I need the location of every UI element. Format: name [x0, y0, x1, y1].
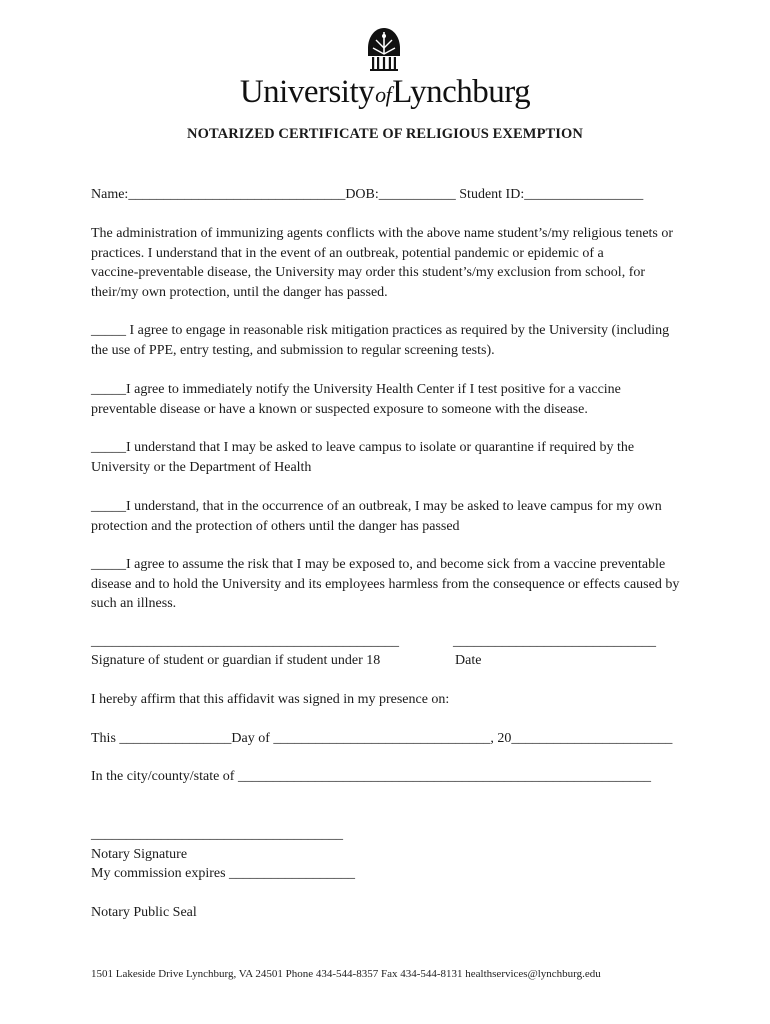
- statement-line: vaccine‐preventable disease, the University may order this student’s/my exclusion from school, for: [91, 265, 646, 280]
- footer-contact-info: 1501 Lakeside Drive Lynchburg, VA 24501 Phone 434-544-8357 Fax 434-544-8131 healthservices@lynchburg.edu: [91, 968, 601, 980]
- agreement-line: _____I agree to assume the risk that I may be exposed to, and become sick from a vaccine preventable: [91, 557, 666, 572]
- university-seal-icon: [364, 26, 404, 74]
- agreement-leave-campus[interactable]: [91, 497, 691, 536]
- agreement-risk-mitigation[interactable]: [91, 321, 691, 360]
- agreement-notify-health-center[interactable]: [91, 380, 691, 419]
- statement-line: their/my own protection, until the danger has passed.: [91, 284, 388, 300]
- notary-seal-label: Notary Public Seal: [91, 905, 197, 920]
- wordmark-of: of: [375, 82, 392, 107]
- city-county-state-line[interactable]: In the city/county/state of ___________________________________________________________: [91, 769, 651, 784]
- exemption-statement: [91, 224, 691, 302]
- agreement-assume-risk[interactable]: [91, 555, 691, 614]
- agreement-line: _____I agree to immediately notify the University Health Center if I test positive for a vaccine: [91, 382, 621, 397]
- document-title: NOTARIZED CERTIFICATE OF RELIGIOUS EXEMPTION: [187, 126, 583, 142]
- student-signature-line[interactable]: ____________________________________________: [91, 634, 399, 649]
- commission-expires-line[interactable]: My commission expires __________________: [91, 866, 356, 881]
- agreement-line: disease and to hold the University and its employees harmless from the consequence or effects caused by: [91, 576, 680, 592]
- student-info-fields[interactable]: Name:_______________________________DOB:___________ Student ID:_________________: [91, 187, 644, 202]
- agreement-line: preventable disease or have a known or suspected exposure to someone with the disease.: [91, 401, 588, 417]
- statement-line: The administration of immunizing agents conflicts with the above name student’s/my religious tenets or: [91, 226, 674, 241]
- wordmark-university: University: [239, 74, 375, 110]
- wordmark-lynchburg: Lynchburg: [392, 74, 531, 110]
- date-label: Date: [455, 653, 482, 668]
- day-of-line[interactable]: This ________________Day of _______________________________, 20_______________________: [91, 731, 673, 746]
- agreement-line: _____I understand, that in the occurrence of an outbreak, I may be asked to leave campus for my own: [91, 499, 662, 514]
- agreement-line: _____ I agree to engage in reasonable risk mitigation practices as required by the University (including: [91, 323, 670, 338]
- agreement-line: such an illness.: [91, 596, 177, 611]
- affirmation-text: I hereby affirm that this affidavit was signed in my presence on:: [91, 692, 450, 707]
- university-wordmark: [0, 72, 770, 115]
- agreement-line: protection and the protection of others until the danger has passed: [91, 518, 460, 534]
- agreement-line: University or the Department of Health: [91, 459, 312, 475]
- notary-signature-line[interactable]: ____________________________________: [91, 827, 343, 842]
- agreement-line: the use of PPE, entry testing, and submission to regular screening tests).: [91, 342, 495, 358]
- agreement-line: _____I understand that I may be asked to leave campus to isolate or quarantine if required by the: [91, 440, 635, 455]
- date-line[interactable]: _____________________________: [453, 634, 656, 649]
- agreement-isolate-quarantine[interactable]: [91, 438, 691, 477]
- student-signature-label: Signature of student or guardian if student under 18: [91, 653, 381, 668]
- notary-signature-label: Notary Signature: [91, 847, 188, 862]
- statement-line: practices. I understand that in the event of an outbreak, potential pandemic or epidemic of a: [91, 245, 604, 261]
